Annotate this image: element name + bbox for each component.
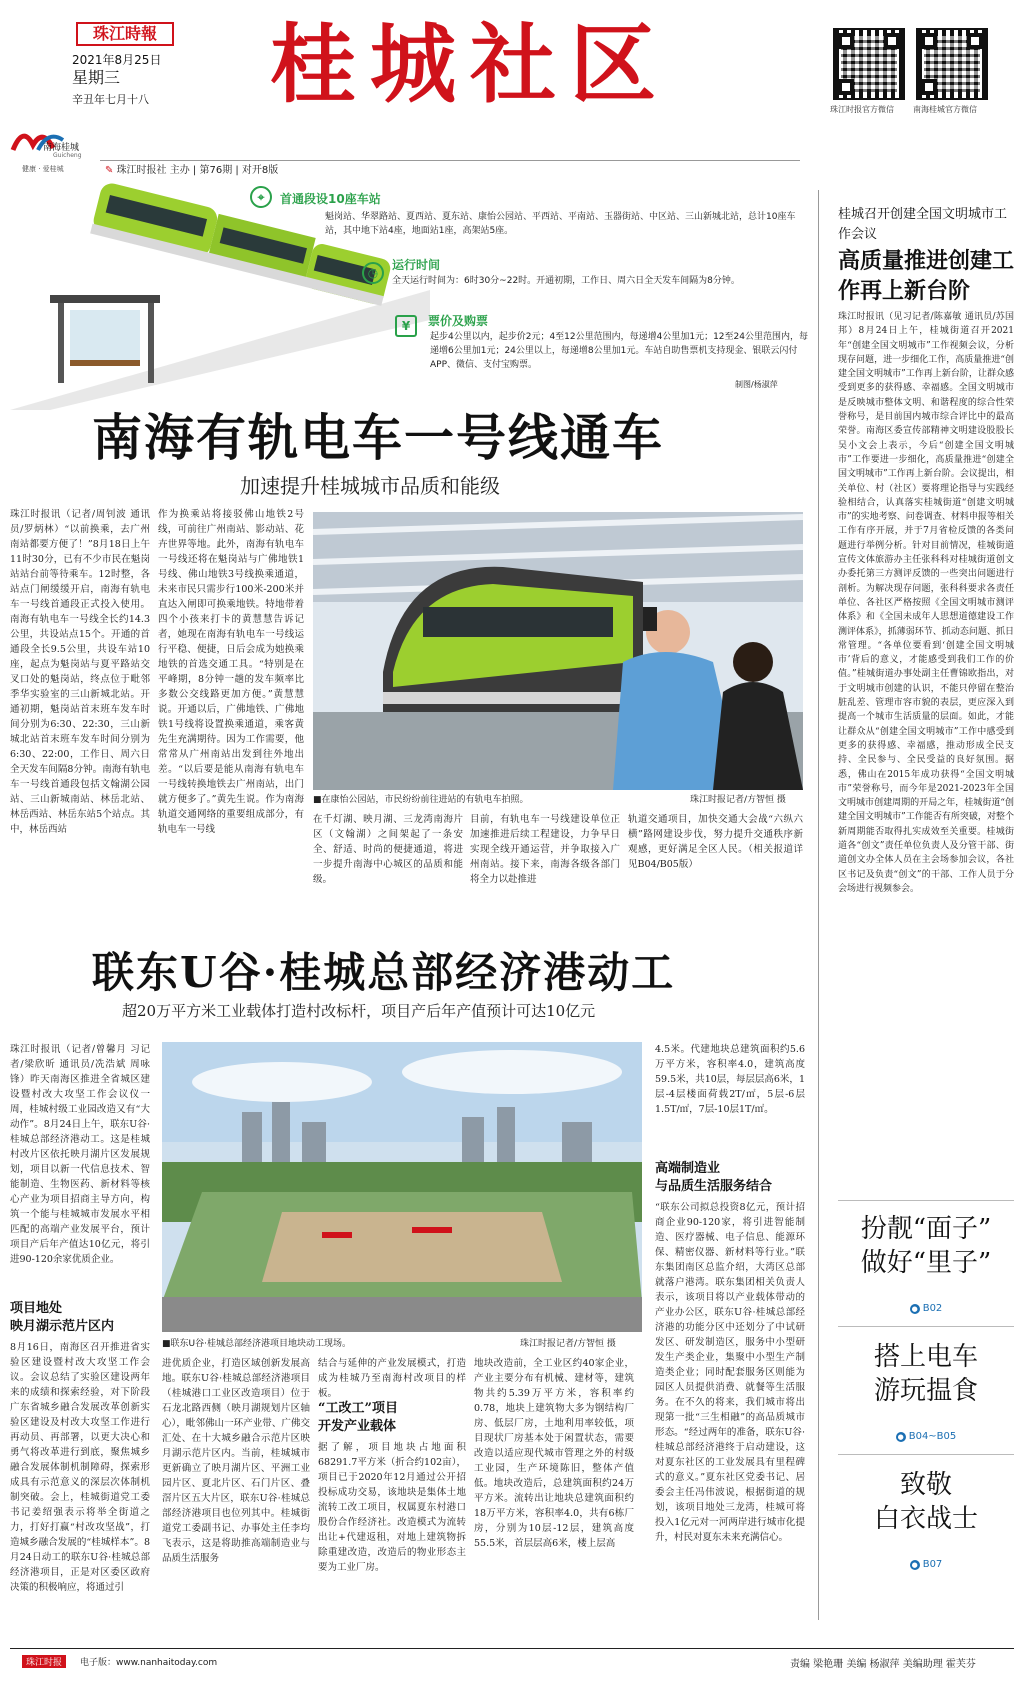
teaser2-ref-link[interactable] — [838, 1431, 1014, 1442]
fare-text: 起步4公里以内，起步价2元；4至12公里范围内，每递增4公里加1元；12至24公里范围内，每递增6公里加1元；24公里以上，每递增8公里加1元。车站自助售票机支持现金、银联云闪付APP、微信、支付宝购票。 — [430, 332, 808, 370]
masthead-title: 桂城社区 — [270, 14, 670, 115]
story1-photo-credit: 珠江时报记者/方智恒 摄 — [690, 795, 786, 805]
footer-editors: 责编 梁艳珊 美编 杨淑萍 美编助理 霍芙芬 — [790, 1659, 976, 1670]
story2-col-a: 8月16日，南海区召开推进省实验区建设暨村改大攻坚工作会议。会议总结了实验区建设两年来的成绩和探索经验，对下阶段广东省城乡融合发展改革创新实验区建设及村改大攻坚工作进行再动员、再部署，以更大决心和勇气将改革进行到底，聚焦城乡融合发展体制机制障碍，探索形成具有示范意义的深层次体制机制突破。会上，桂城街道党工委书记姜绍强表示将举全街道之力，打好打赢“村改攻坚战”，打造城乡融合发展的“桂城样本”。8月24日动工的联东U谷·桂城总部经济港项目，正是对区委区政府决策的积极响应，将通过引 — [10, 1342, 150, 1593]
story2-col-b: 进优质企业，打造区域创新发展高地。联东U谷·桂城总部经济港项目（桂城港口工业区改造项目）位于石龙北路西侧（映月湖规划片区轴心），毗邻佛山一环产业带、广佛交汇处、在十大城乡融合示范片区映月湖示范片区内。当前，桂城城市更新确立了映月湖片区、平洲工业园片区、夏北片区、石门片区、叠滘片区五大片区，联东U谷·桂城总部经济港项目也位列其中。桂城街道党工委副书记、办事处主任李均飞表示，这是将助推高端制造业与品质生活服务 — [162, 1358, 310, 1564]
page-ref-icon: ● — [911, 1561, 918, 1569]
footer-site[interactable]: 电子版：www.nanhaitoday.com — [80, 1658, 218, 1668]
teaser1-ref-link[interactable] — [838, 1303, 1014, 1314]
story2-sh1: 项目地处 — [10, 1301, 63, 1316]
quill-icon: ✎ — [105, 165, 117, 176]
stations-text: 魁岗站、华翠路站、夏西站、夏东站、康怡公园站、平西站、平南站、玉器街站、中区站、三山新城北站，总计10座车站，其中地下站4座，地面站1座，高架站5座。 — [325, 212, 796, 236]
teaser3-ref: B07 — [922, 1559, 943, 1570]
location-pin-icon: ⌖ — [250, 186, 272, 208]
right-title: 高质量推进创建工作再上新台阶 — [838, 248, 1015, 304]
construction-photo — [162, 1042, 642, 1332]
fare-title: 票价及购票 — [428, 314, 489, 328]
story2-sh2b: 开发产业载体 — [318, 1419, 397, 1434]
teaser2-line1: 搭上电车 — [873, 1342, 978, 1372]
teaser3-line2: 白衣战士 — [873, 1504, 978, 1534]
infographic-credit: 制图/杨淑萍 — [735, 380, 778, 389]
teaser1-line1: 扮靓“面子” — [860, 1214, 992, 1244]
tram-photo — [313, 512, 803, 790]
story2-sh1b: 映月湖示范片区内 — [10, 1319, 115, 1334]
qr-code-1 — [833, 28, 905, 100]
issue-weekday: 星期三 — [72, 68, 121, 87]
teaser1-ref: B02 — [922, 1303, 943, 1314]
hours-title: 运行时间 — [392, 258, 441, 272]
newspaper-brand: 珠江時報 — [76, 22, 174, 46]
story2-lead: 珠江时报讯（记者/曾馨月 习记者/梁欣昕 通讯员/冼浩斌 周咏锋）昨天南海区推进全省城区建设暨村改大攻坚工作会议仪一周，桂城村级工业园改造又有“大动作”。8月24日上午，联东U谷·桂城总部经济港动工。这是桂城村改片区依托映月湖片区发展规划，项目以新一代信息技术、智能制造、生物医药、新材料等核心产业为项目招商主导方向，构筑一个能与桂城城市发展水平相匹配的高端产业发展平台，预计项目产后年产值达10亿元，将引进90-120余家优质企业。 — [10, 1044, 150, 1265]
story2-col-e: 4.5米。代建地块总建筑面积约5.6万平方米，容积率4.0，建筑高度59.5米，共10层，每层层高6米，1层-4层楼面荷载2T/㎡，5层-6层1.5T/㎡，7层-10层1T/㎡。 — [655, 1044, 805, 1115]
issue-date: 2021年8月25日 — [72, 53, 162, 67]
hours-text: 全天运行时间为：6时30分~22时。开通初期，工作日、周六日全天发车间隔为8分钟。 — [392, 276, 740, 286]
logo-sub: Guicheng — [53, 152, 82, 159]
qr-caption-1: 珠江时报官方微信 — [830, 105, 894, 114]
page-ref-icon: ● — [897, 1433, 904, 1441]
story2-headline: 联东U谷·桂城总部经济港动工 — [92, 948, 676, 997]
story2-col-c: 结合与延伸的产业发展模式，打造成为桂城乃至南海村改项目的样板。 — [318, 1358, 466, 1399]
story2-sh3: 高端制造业 — [655, 1161, 721, 1176]
teaser3-ref-link[interactable] — [838, 1559, 1014, 1570]
issue-lunar-date: 辛丑年七月十八 — [72, 93, 149, 106]
story2-photo-credit: 珠江时报记者/方智恒 摄 — [520, 1339, 616, 1349]
qr-code-2 — [916, 28, 988, 100]
right-kicker: 桂城召开创建全国文明城市工作会议 — [838, 207, 1008, 242]
story1-col5: 轨道交通项目，加快交通大会战“六纵六横”路网建设步伐，努力提升交通秩序新观感，更好满足全区人民。（相关报道详见B04/B05版） — [628, 814, 803, 870]
story1-subhead: 加速提升桂城城市品质和能级 — [240, 474, 500, 498]
story2-sh2: “工改工”项目 — [318, 1401, 398, 1416]
teaser1-line2: 做好“里子” — [860, 1248, 992, 1278]
story1-col4: 目前，有轨电车一号线建设单位正加速推进后续工程建设，力争早日实现全线开通运营，并争取接入广州南站。接下来，南海各级各部门将全力以赴推进 — [470, 814, 620, 885]
story2-col-e2: “联东公司拟总投资8亿元，预计招商企业90-120家，将引进智能制造、医疗器械、电子信息、能源环保、精密仪器、新材料等行业。”联东集团南区总监介绍，大湾区总部就落户港湾。联东集团相关负责人表示，该项目将以产业载体带动的产业办公区，联东U谷·桂城总部经济港的功能分区中还划分了中试研发区、研发制造区，服务中小型研发生产类企业，集聚中小型生产制造类企业；同时配套服务区则能为园区人员提供消费、就餐等生活服务。在不久的将来，我们城市将出现第一批“三生相融”的高品质城市形态。“经过两年的准备，联东U谷·桂城总部经济港终于启动建设，这对夏东社区的工业发展具有里程碑式的意义。”夏东社区党委书记、居委会主任冯伟波说，根据街道的规划，该项目地处三龙湾，桂城可将投入1亿元对一河两岸进行城市化提升，村民对夏东未来充满信心。 — [655, 1202, 805, 1543]
story1-col1: 珠江时报讯（记者/周钊波 通讯员/罗炳林）“以前换乘，去广州南站都要方便了！”8月18日上午11时30分，已有不少市民在魁岗站站台前等待乘车。12时整，各站点门闸缓缓开启，南海有轨电车一号线首通段正式投入使用。南海有轨电车一号线全长约14.3公里，共设站点15个。开通的首通段全长9.5公里，共设车站10座，起点为魁岗站与夏平路站交叉口处的魁岗站，终点位于毗邻季华实验室的三山新城北站。开通初期，魁岗站首末班车发车时间分别为6:30、22:30，三山新城北站首末班车发车时间分别为6:30、22:00，工作日、周六日全天发车间隔8分钟。南海有轨电车一号线首通段包括文翰湖公园站、三山新城南站、林岳北站、林岳西站、林岳东站5个站点。其中，林岳西站 — [10, 509, 150, 835]
teaser2-line2: 游玩揾食 — [873, 1376, 978, 1406]
story1-col3: 在千灯湖、映月湖、三龙湾南海片区（文翰湖）之间架起了一条安全、舒适、时尚的便捷通道，将进一步提升南海中心城区的品质和能级。 — [313, 814, 463, 885]
publisher-info-text: 珠江时报社 主办 | 第76期 | 对开8版 — [116, 165, 279, 176]
story2-subhead: 超20万平方米工业载体打造村改标杆，项目产后年产值预计可达10亿元 — [122, 1002, 596, 1020]
footer-brand-tag: 珠江时报 — [22, 1655, 66, 1668]
story2-col-d: 地块改造前，全工业区约40家企业，产业主要分布有机械、建材等，建筑物共约5.39万平方米，容积率约0.78，地块上建筑物大多为钢结构厂房、低层厂房，土地利用率较低，项目现状厂房基本处于闲置状态，需要改造以适应现代城市管理之外的村级工业园，生产环境陈旧，整体产值低。地块改造后，总建筑面积约24万平方米。流转出让地块总建筑面积约18万平方米，容积率4.0，共有6栋厂房，分别为10层-12层，建筑高度55.5米，首层层高6米，楼上层高 — [474, 1358, 634, 1549]
stations-title: 首通段设10座车站 — [280, 192, 381, 206]
page-ref-icon: ● — [911, 1305, 918, 1313]
story2-sh3b: 与品质生活服务结合 — [655, 1179, 773, 1194]
qr-caption-2: 南海桂城官方微信 — [913, 105, 977, 114]
story2-photo-caption: ■联东U谷·桂城总部经济港项目地块动工现场。 — [162, 1339, 351, 1349]
story1-headline: 南海有轨电车一号线通车 — [92, 408, 664, 467]
story1-photo-caption: ■在康怡公园站，市民纷纷前往进站的有轨电车拍照。 — [313, 795, 529, 805]
teaser2-ref: B04~B05 — [908, 1431, 957, 1442]
teaser3-line1: 致敬 — [899, 1470, 952, 1500]
story1-col2: 作为换乘站将接驳佛山地铁2号线，可前往广州南站、影动站、花卉世界等地。此外，南海有轨电车一号线还将在魁岗站与广佛地铁1号线、佛山地铁3号线换乘通道，未来市民只需步行100米-200米并直达入闸即可换乘地铁。特地带着四个小孩来打卡的黄慧慧告诉记者，她现在南海有轨电车一号线运行平稳、便捷，日后会成为她换乘地铁的首选交通工具。“特别是在平峰期，8分钟一趟的发车频率比多数公交线路更加方便。”黄慧慧说。开通以后，广佛地铁、广佛地铁1号线将设置换乘通道，乘客黄先生充满期待。因为工作需要，他常常从广州南站出发到往外地出差。“以后要是能从南海有轨电车一号线转换地铁去广州南站，出门就方便多了。”黄先生说。作为南海轨道交通网络的重要组成部分，有轨电车一号线 — [158, 509, 304, 835]
story2-col-c2: 据了解，项目地块占地面积68291.7平方米（折合约102亩），项目已于2020年12月通过公开招投标成功交易，该地块是集体土地流转工改工项目，权属夏东村港口股份合作经济社。改造模式为流转出让+代建返租，对地上建筑物拆除重建改造，改造后的物业形态主要为工业厂房。 — [318, 1442, 466, 1573]
logo-name: 南海桂城 — [43, 143, 80, 153]
logo-slogan: 健康 · 爱桂城 — [22, 165, 64, 173]
right-body: 珠江时报讯（见习记者/陈嘉敏 通讯员/苏国邦）8月24日上午，桂城街道召开2021年“创建全国文明城市”工作视频会议，分析现存问题，进一步细化工作，高质量推进“创建全国文明城市”工作再上新台阶，让群众感受到更多的获得感、幸福感。全国文明城市是反映城市整体文明、和谐程度的综合性荣誉称号，是目前国内城市综合评比中的最高荣誉。南海区委宣传部精神文明建设股股长吴小文会上表示，今后“创建全国文明城市”工作要进一步细化，高质量推进“创建全国文明城市”工作再上新台阶。会议提出，相关单位、村（社区）要将理论指导与实践经验相结合，认真落实桂城街道“创建文明城市”的实地考察、问卷调查、材料申报等相关工作有序开展，并于7月省检反馈的各类问题进行举例分析。针对目前情况，桂城街道宣传文体旅游办主任张科科对桂城街道创文办委托第三方测评反馈的一些突出问题进行剖析。为解决现存问题，张科科要求各责任单位、各社区严格按照《全国文明城市测评体系》和《全国未成年人思想道德建设工作测评体系》，抓薄弱环节、抓动态问题、抓日常管理。“各单位要看到‘创建全国文明城市’背后的意义，才能感受到我们工作的价值。”桂城街道办事处副主任曹锦欧指出，对于文明城市创建的认识，不能只停留在整治脏乱差、管理市容市貌的表层，更应深入到提高一个城市生活质量的层面。如此，才能让群众从“创建全国文明城市”工作中感受到更多的获得感、幸福感，推动形成全民支持、全民参与、全民受益的良好氛围。据悉，佛山在2015年成功获得“全国文明城市”荣誉称号，而今年是2021-2023年全国文明城市创建周期的开局之年，桂城街道“创建全国文明城市”工作能否有所突破，对整个新周期能否取得扎实成效至关重要。桂城街道各“创文”责任单位负责人及分管干部、街道创文办全体人员在主会场参加会议，各社区书记及负责“创文”的干部、工作人员于分会场进行视频参会。 — [838, 312, 1014, 894]
ticket-icon: ¥ — [395, 315, 417, 337]
clock-icon: ◷ — [362, 262, 384, 284]
